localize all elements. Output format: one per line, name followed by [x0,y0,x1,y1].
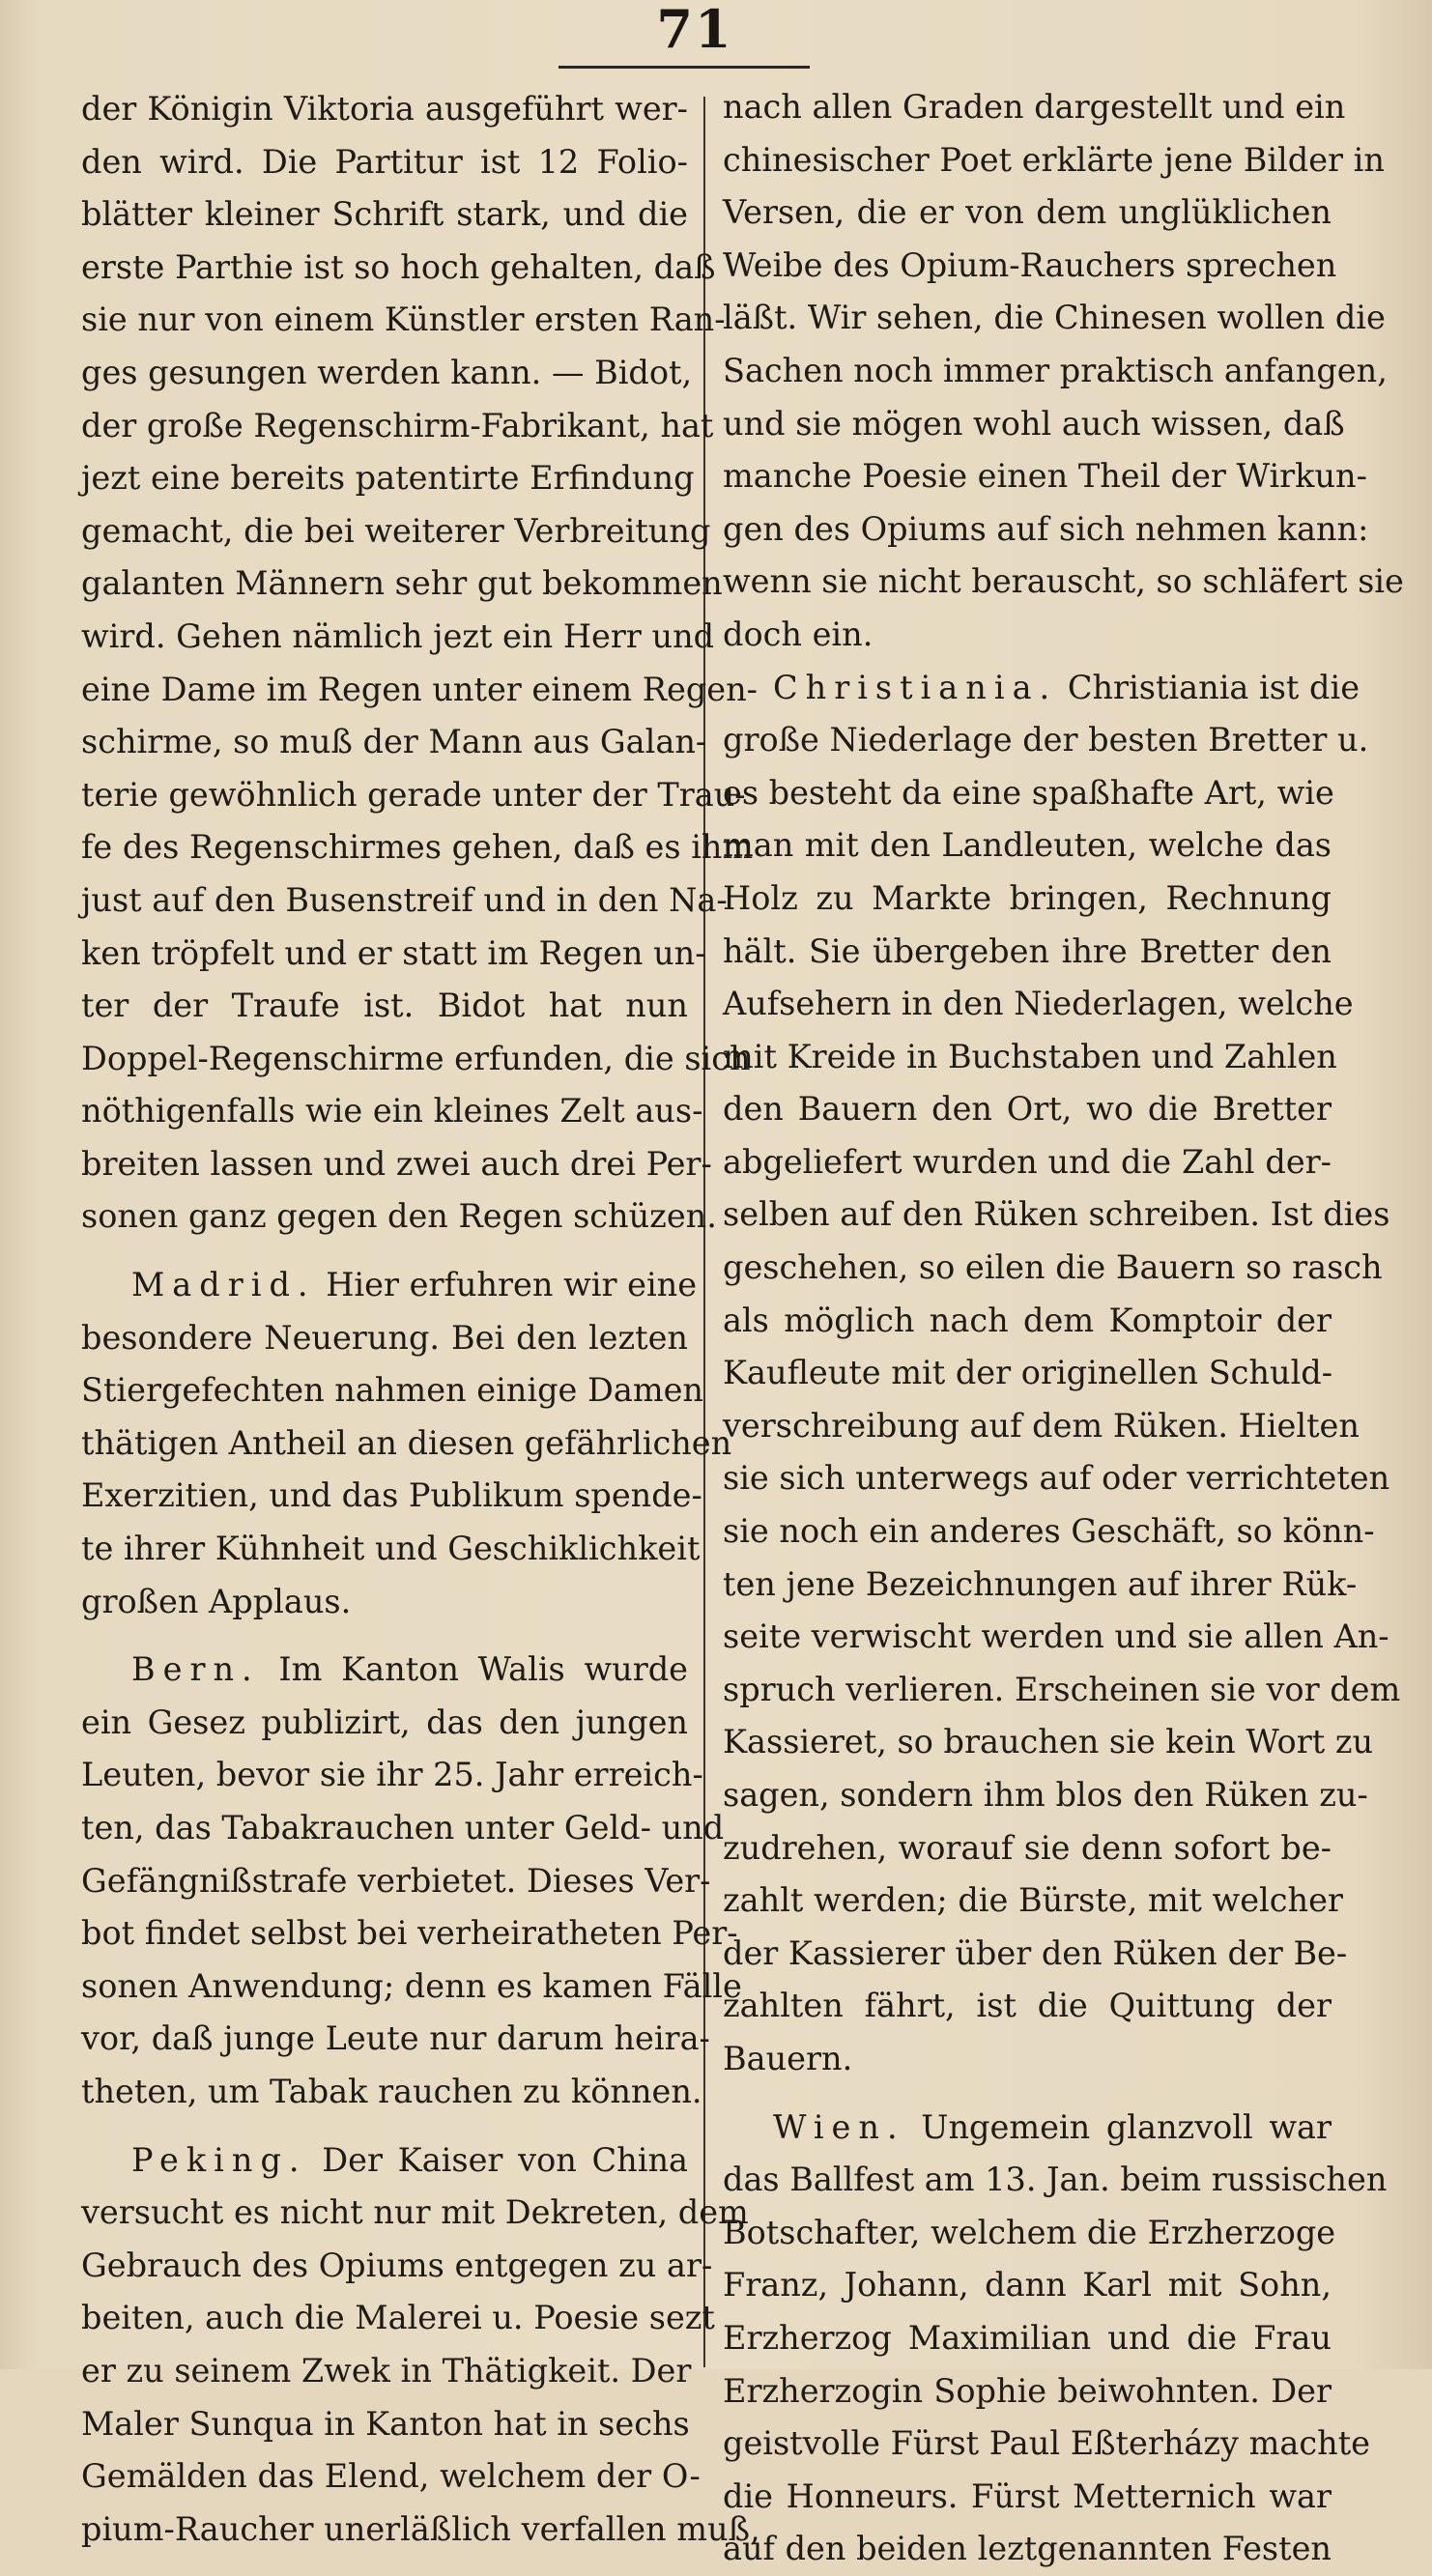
page-number: 71 [656,0,733,60]
right-column [723,81,1404,2576]
text-line: thätigen Antheil an diesen gefährlichen [81,1423,732,1462]
text-line: hält. Sie übergeben ihre Bretter den [723,931,1332,970]
text-line: fe des Regenschirmes gehen, daß es ihm [81,828,754,867]
text-line: erste Parthie ist so hoch gehalten, daß [81,247,716,286]
text-line: Erzherzog Maximilian und die Frau [723,2318,1332,2357]
left-column [81,83,760,2556]
text-line: abgeliefert wurden und die Zahl der- [723,1142,1332,1181]
article-koenigin-continuation [81,83,758,1244]
text-line: Maler Sunqua in Kanton hat in sechs [81,2404,690,2443]
text-line: nach allen Graden dargestellt und ein [723,88,1346,126]
text-line: Kaufleute mit der originellen Schuld- [723,1354,1333,1392]
text-line: der Königin Viktoria ausgeführt wer- [81,90,688,128]
text-line: Weibe des Opium-Rauchers sprechen [723,245,1337,284]
article-wien [723,2102,1388,2576]
text-line: terie gewöhnlich gerade unter der Trau- [81,775,746,814]
text-line: blätter kleiner Schrift stark, und die [81,195,688,234]
text-line: ter der Traufe ist. Bidot hat nun [81,987,688,1025]
text-line: großen Applaus. [81,1582,352,1620]
text-line: der Kassierer über den Rüken der Be- [723,1933,1348,1972]
text-line: ten, das Tabakrauchen unter Geld- und [81,1809,725,1846]
text-line: beiten, auch die Malerei u. Poesie sezt [81,2299,715,2337]
text-line: mit Kreide in Buchstaben und Zahlen [723,1037,1337,1075]
text-line: jezt eine bereits patentirte Erfindung [81,459,695,498]
text-line: große Niederlage der besten Bretter u. [723,721,1369,759]
text-line: sonen Anwendung; denn es kamen Fälle [81,1966,742,2005]
text-line: sagen, sondern ihm blos den Rüken zu- [723,1776,1368,1814]
text-line: chinesischer Poet erklärte jene Bilder in [723,140,1385,179]
text-line: ten jene Bezeichnungen auf ihrer Rük- [723,1564,1358,1603]
text-line: es besteht da eine spaßhafte Art, wie [723,773,1334,812]
text-line: wenn sie nicht berauscht, so schläfert sie [723,562,1404,601]
article-peking [81,2134,760,2557]
text-line: man mit den Landleuten, welche das [723,826,1332,865]
text-line: sie nur von einem Künstler ersten Ran- [81,301,726,339]
dateline-peking: Peking. [131,2140,307,2179]
text-line: Holz zu Markte bringen, Rechnung [723,878,1332,917]
text-line: geistvolle Fürst Paul Eßterházy machte [723,2424,1370,2463]
text-line: theten, um Tabak rauchen zu können. [81,2072,702,2110]
text-line: manche Poesie einen Theil der Wirkun- [723,457,1367,496]
text-line: läßt. Wir sehen, die Chinesen wollen die [723,299,1386,337]
text-line: sonen ganz gegen den Regen schüzen. [81,1197,717,1236]
text-line: der große Regenschirm-Fabrikant, hat [81,406,714,444]
text-line: vor, daß junge Leute nur darum heira- [81,2019,710,2058]
text-line: sie sich unterwegs auf oder verrichteten [723,1459,1390,1498]
text-line: er zu seinem Zwek in Thätigkeit. Der [81,2351,692,2390]
text-line: verschreibung auf dem Rüken. Hielten [723,1406,1360,1445]
text-line: schirme, so muß der Mann aus Galan- [81,723,707,761]
text-line: doch ein. [723,615,874,653]
text-line: Doppel-Regenschirme erfunden, die sich [81,1039,751,1077]
text-line: auf den beiden leztgenannten Festen [723,2530,1332,2568]
text-line: selben auf den Rüken schreiben. Ist dies [723,1195,1390,1234]
text-line: als möglich nach dem Komptoir der [723,1301,1332,1339]
text-line: zudrehen, worauf sie denn sofort be- [723,1828,1332,1867]
dateline-madrid: Madrid. [131,1266,316,1304]
text-line: bot findet selbst bei verheiratheten Per- [81,1914,738,1953]
text-line: Botschafter, welchem die Erzherzoge [723,2213,1336,2251]
text-line: Kassieret, so brauchen sie kein Wort zu [723,1723,1374,1761]
text-line: Gefängnißstrafe verbietet. Dieses Ver- [81,1861,711,1900]
text-line: Aufsehern in den Niederlagen, welche [723,985,1354,1023]
text-line: die Honneurs. Fürst Metternich war [723,2476,1332,2515]
text-line: ken tröpfelt und er statt im Regen un- [81,933,706,972]
text-line: Stiergefechten nahmen einige Damen [81,1371,703,1410]
text-line: Bauern. [723,2039,853,2077]
text-line: galanten Männern sehr gut bekommen [81,564,723,603]
article-madrid [81,1259,732,1628]
text-line: den Bauern den Ort, wo die Bretter [723,1090,1332,1129]
text-line: das Ballfest am 13. Jan. beim russischen [723,2161,1388,2199]
article-first-line: Bern. Im Kanton Walis wurde [131,1650,689,1689]
text-line: Versen, die er von dem unglüklichen [723,193,1332,232]
header-rule [558,66,810,69]
dateline-bern: Bern. [131,1650,260,1689]
text-line: te ihrer Kühnheit und Geschiklichkeit [81,1530,701,1568]
article-christiania [723,662,1401,2086]
text-line: Gemälden das Elend, welchem der O- [81,2457,701,2496]
text-line: wird. Gehen nämlich jezt ein Herr und [81,616,715,655]
text-line: nöthigenfalls wie ein kleines Zelt aus- [81,1092,703,1131]
article-peking-continuation [723,81,1404,662]
dateline-wien: Wien. [773,2107,905,2146]
text-line: gemacht, die bei weiterer Verbreitung [81,511,711,550]
article-first-line: Wien. Ungemein glanzvoll war [773,2107,1332,2146]
text-line: versucht es nicht nur mit Dekreten, dem [81,2193,749,2232]
text-line: Franz, Johann, dann Karl mit Sohn, [723,2266,1332,2304]
article-bern [81,1644,742,2118]
text-line: Gebrauch des Opiums entgegen zu ar- [81,2246,713,2284]
text-line: geschehen, so eilen die Bauern so rasch [723,1248,1383,1287]
text-line: Erzherzogin Sophie beiwohnten. Der [723,2371,1332,2410]
text-line: eine Dame im Regen unter einem Regen- [81,670,758,708]
article-first-line: Christiania. Christiania ist die [773,668,1360,706]
text-line: gen des Opiums auf sich nehmen kann: [723,509,1369,548]
text-line: zahlten fährt, ist die Quittung der [723,1987,1332,2025]
text-line: Sachen noch immer praktisch anfangen, [723,351,1388,389]
text-line: spruch verlieren. Erscheinen sie vor dem [723,1670,1401,1708]
article-first-line: Peking. Der Kaiser von China [131,2140,688,2179]
text-line: zahlt werden; die Bürste, mit welcher [723,1881,1343,1920]
text-line: seite verwischt werden und sie allen An- [723,1617,1389,1656]
text-line: Leuten, bevor sie ihr 25. Jahr erreich- [81,1756,703,1794]
text-line: und sie mögen wohl auch wissen, daß [723,404,1345,443]
text-line: ein Gesez publizirt, das den jungen [81,1703,688,1741]
dateline-christiania: Christiania. [773,668,1058,706]
text-line: pium-Raucher unerläßlich verfallen muß, [81,2509,760,2548]
text-line: sie noch ein anderes Geschäft, so könn- [723,1512,1375,1551]
text-line: den wird. Die Partitur ist 12 Folio- [81,142,688,181]
text-line: breiten lassen und zwei auch drei Per- [81,1144,712,1183]
text-line: ges gesungen werden kann. — Bidot, [81,353,693,391]
text-line: just auf den Busenstreif und in den Na- [81,880,728,919]
text-line: Exerzitien, und das Publikum spende- [81,1476,702,1515]
text-line: besondere Neuerung. Bei den lezten [81,1318,688,1357]
article-first-line: Madrid. Hier erfuhren wir eine [131,1266,698,1304]
